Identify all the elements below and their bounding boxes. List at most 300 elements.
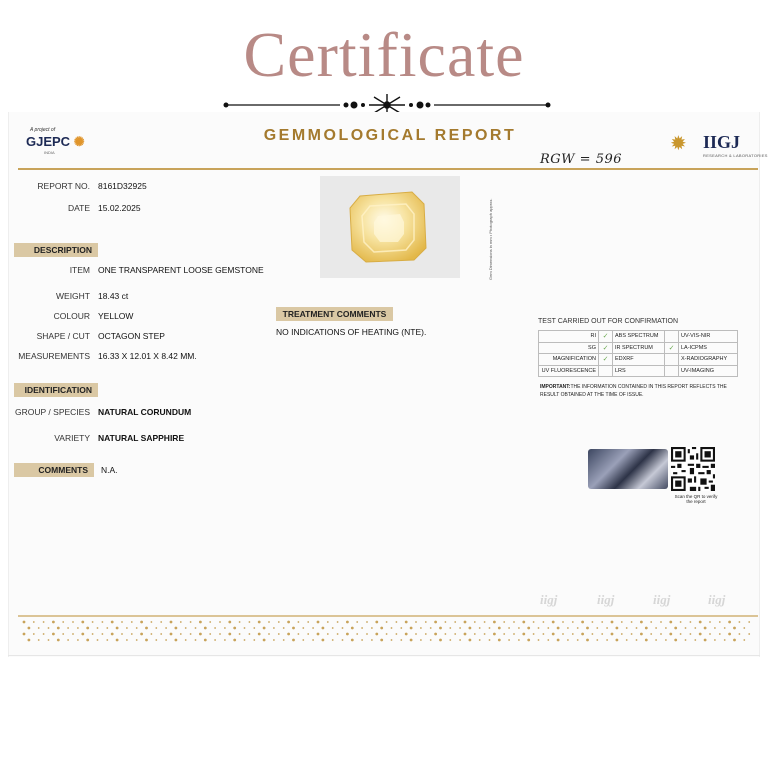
decor-dot [690, 633, 692, 635]
decor-dot [636, 627, 638, 629]
colour-label: COLOUR [53, 311, 90, 321]
decor-dot [33, 633, 35, 635]
test-cell: UV-IMAGING [679, 365, 738, 377]
decor-dot [498, 627, 501, 630]
decor-dot [704, 639, 707, 642]
decor-dot [669, 633, 672, 636]
decor-dot [660, 621, 662, 623]
species-value: NATURAL CORUNDUM [98, 407, 192, 417]
decor-dot [23, 633, 26, 636]
decor-dot [92, 621, 94, 623]
sunburst-icon: ✺ [73, 134, 85, 149]
decor-dot [459, 639, 461, 641]
decor-dot [342, 627, 344, 629]
decor-dot [567, 627, 569, 629]
decor-dot [405, 621, 408, 624]
iigj-sunburst-icon: ✹ [670, 133, 687, 155]
decor-dot [425, 621, 427, 623]
decor-dot [410, 639, 413, 642]
colour-value: YELLOW [98, 311, 134, 321]
decor-dot [405, 633, 408, 636]
decor-dot [547, 627, 549, 629]
decor-dot [489, 639, 491, 641]
decor-dot [72, 621, 74, 623]
table-row [539, 331, 738, 343]
decor-dot [204, 627, 207, 630]
decor-dot [479, 627, 481, 629]
decor-dot [77, 627, 79, 629]
comments-heading: COMMENTS [14, 463, 94, 477]
decor-dot [606, 639, 608, 641]
decor-dot [298, 621, 300, 623]
sheet-bottom-edge [8, 655, 760, 656]
decor-dot [366, 621, 368, 623]
decor-dot [204, 639, 207, 642]
decor-dot [606, 627, 608, 629]
test-cell: MAGNIFICATION [539, 354, 599, 366]
decor-dot [239, 621, 241, 623]
decor-dot [258, 621, 261, 624]
decor-dot [145, 627, 148, 630]
decor-dot [449, 639, 451, 641]
decor-dot [552, 621, 555, 624]
decor-dot [28, 639, 31, 642]
decor-dot [714, 627, 716, 629]
decor-dot [577, 627, 579, 629]
decor-dot [111, 621, 114, 624]
decor-dot [493, 633, 496, 636]
decor-dot [748, 633, 750, 635]
decor-dot [337, 633, 339, 635]
test-cell: IR SPECTRUM [613, 342, 665, 354]
decor-dot [140, 633, 143, 636]
decor-dot [126, 627, 128, 629]
decor-dot [425, 633, 427, 635]
decor-dot [140, 621, 143, 624]
decor-dot [538, 639, 540, 641]
decor-dot [38, 627, 40, 629]
decor-dot [23, 621, 26, 624]
decor-dot [52, 621, 55, 624]
decor-dot [567, 639, 569, 641]
decor-dot [518, 627, 520, 629]
decor-dot [185, 627, 187, 629]
decor-dot [102, 633, 104, 635]
date-value: 15.02.2025 [98, 203, 141, 213]
decor-dot [386, 633, 388, 635]
decor-dot [704, 627, 707, 630]
treatment-heading: TREATMENT COMMENTS [276, 307, 393, 321]
decor-dot [743, 627, 745, 629]
decor-dot [219, 621, 221, 623]
decor-dot [322, 627, 325, 630]
decor-dot [121, 621, 123, 623]
variety-label: VARIETY [54, 433, 90, 443]
decor-dot [714, 639, 716, 641]
decor-dot [572, 621, 574, 623]
decor-dot [292, 639, 295, 642]
decor-dot [43, 633, 45, 635]
decor-dot [474, 621, 476, 623]
decor-dot [361, 627, 363, 629]
decor-dot [724, 639, 726, 641]
decor-dot [67, 627, 69, 629]
decor-dot [106, 639, 108, 641]
decor-dot [420, 639, 422, 641]
decor-dot [709, 633, 711, 635]
treatment-value: NO INDICATIONS OF HEATING (NTE). [276, 327, 427, 337]
weight-label: WEIGHT [56, 291, 90, 301]
decor-dot [410, 627, 413, 630]
decor-dot [361, 639, 363, 641]
identification-heading: IDENTIFICATION [14, 383, 98, 397]
decor-dot [739, 633, 741, 635]
decor-dot [493, 621, 496, 624]
decor-dot [685, 639, 687, 641]
decor-dot [636, 639, 638, 641]
decor-dot [430, 627, 432, 629]
decor-dot [596, 627, 598, 629]
decor-dot [694, 639, 696, 641]
decor-dot [733, 639, 736, 642]
decor-dot [690, 621, 692, 623]
report-no-value: 8161D32925 [98, 181, 147, 191]
decor-dot [581, 621, 584, 624]
decor-dot [131, 621, 133, 623]
decor-dot [136, 627, 138, 629]
important-text: THE INFORMATION CONTAINED IN THIS REPORT REFLECTS THE RESULT OBTAINED AT THE TIME OF ISSUE. [540, 384, 727, 398]
decor-dot [498, 639, 501, 642]
decor-dot [503, 621, 505, 623]
decor-dot [596, 639, 598, 641]
decor-dot [92, 633, 94, 635]
decor-dot [616, 627, 619, 630]
decor-dot [28, 627, 31, 630]
decor-dot [543, 621, 545, 623]
decor-dot [400, 639, 402, 641]
decor-dot [371, 639, 373, 641]
decor-dot [292, 627, 295, 630]
date-label: DATE [67, 203, 90, 213]
decor-dot [199, 633, 202, 636]
decor-dot [513, 633, 515, 635]
decor-dot [621, 633, 623, 635]
decor-dot [400, 627, 402, 629]
decor-dot [366, 633, 368, 635]
decor-dot [479, 639, 481, 641]
decor-dot [160, 621, 162, 623]
decor-dot [287, 633, 290, 636]
decor-dot [543, 633, 545, 635]
decor-dot [312, 627, 314, 629]
decor-dot [253, 627, 255, 629]
decor-dot [586, 627, 589, 630]
tests-table [538, 330, 738, 377]
decor-dot [62, 621, 64, 623]
decor-dot [342, 639, 344, 641]
decor-dot [396, 621, 398, 623]
shape-value: OCTAGON STEP [98, 331, 165, 341]
decor-dot [572, 633, 574, 635]
item-label: ITEM [69, 265, 90, 275]
decor-dot [244, 639, 246, 641]
decor-dot [155, 639, 157, 641]
decor-dot [611, 633, 614, 636]
decor-dot [121, 633, 123, 635]
decor-dot [244, 627, 246, 629]
check-icon: ✓ [599, 354, 613, 366]
decor-dot [728, 621, 731, 624]
decor-dot [228, 621, 231, 624]
decor-dot [674, 627, 677, 630]
page-title: Certificate [243, 19, 525, 90]
decor-dot [699, 633, 702, 636]
decor-dot [709, 621, 711, 623]
decor-dot [33, 621, 35, 623]
decor-dot [77, 639, 79, 641]
decor-dot [454, 633, 456, 635]
decor-dot [522, 633, 525, 636]
decor-dot [665, 627, 667, 629]
decor-dot [302, 639, 304, 641]
decor-dot [48, 639, 50, 641]
check-icon: ✓ [665, 342, 679, 354]
decor-dot [699, 621, 702, 624]
decor-dot [268, 633, 270, 635]
gjepc-tagline: A project of [30, 127, 56, 133]
decor-dot [263, 627, 266, 630]
decor-dot [674, 639, 677, 642]
decor-dot [484, 633, 486, 635]
decor-dot [302, 627, 304, 629]
test-cell: UV FLUORESCENCE [539, 365, 599, 377]
decor-dot [396, 633, 398, 635]
check-icon [599, 365, 613, 377]
gjepc-logo-text: GJEPC [26, 134, 71, 149]
decor-dot [669, 621, 672, 624]
decor-dot [185, 639, 187, 641]
decor-dot [449, 627, 451, 629]
decor-dot [175, 639, 178, 642]
decor-dot [195, 639, 197, 641]
decor-dot [380, 639, 383, 642]
decor-dot [645, 627, 648, 630]
decor-dot [239, 633, 241, 635]
decor-dot [97, 627, 99, 629]
decor-dot [415, 621, 417, 623]
test-cell: LA-ICPMS [679, 342, 738, 354]
decor-dot [116, 627, 119, 630]
table-row [539, 342, 738, 354]
decor-dot [219, 633, 221, 635]
decor-dot [469, 639, 472, 642]
photo-caption: Gem Dimensions in mm • Photograph approx. [488, 198, 493, 280]
decor-dot [439, 639, 442, 642]
decor-dot [199, 621, 202, 624]
decor-dot [557, 639, 560, 642]
decor-dot [151, 633, 153, 635]
decor-dot [375, 633, 378, 636]
decor-dot [685, 627, 687, 629]
handwritten-note: RGW = 596 [540, 152, 623, 167]
decor-dot [81, 633, 84, 636]
decor-dot [733, 627, 736, 630]
table-row [539, 365, 738, 377]
decor-dot [214, 627, 216, 629]
decor-dot [503, 633, 505, 635]
decor-dot [645, 639, 648, 642]
decor-dot [464, 633, 467, 636]
decor-dot [415, 633, 417, 635]
decor-dot [337, 621, 339, 623]
iigj-watermark: iigj [653, 592, 671, 607]
decor-dot [739, 621, 741, 623]
decor-dot [489, 627, 491, 629]
report-title: GEMMOLOGICAL REPORT [263, 127, 517, 144]
report-no-label: REPORT NO. [37, 181, 90, 191]
decor-dot [116, 639, 119, 642]
decor-dot [445, 633, 447, 635]
decor-dot [518, 639, 520, 641]
iigj-watermark: iigj [708, 592, 726, 607]
decor-dot [126, 639, 128, 641]
decor-dot [151, 621, 153, 623]
decor-dot [190, 621, 192, 623]
decor-dot [62, 633, 64, 635]
iigj-watermark: iigj [597, 592, 615, 607]
decor-dot [52, 633, 55, 636]
decor-dot [533, 633, 535, 635]
decor-dot [190, 633, 192, 635]
decor-dot [655, 639, 657, 641]
decor-dot [728, 633, 731, 636]
decor-dot [484, 621, 486, 623]
decor-dot [631, 621, 633, 623]
decor-dot [332, 627, 334, 629]
decor-dot [136, 639, 138, 641]
decor-dot [694, 627, 696, 629]
decor-dot [160, 633, 162, 635]
decor-dot [581, 633, 584, 636]
decor-dot [592, 621, 594, 623]
decor-dot [317, 621, 320, 624]
decor-dot [258, 633, 261, 636]
shape-label: SHAPE / CUT [36, 331, 90, 341]
decor-dot [631, 633, 633, 635]
decor-dot [391, 639, 393, 641]
decor-dot [43, 621, 45, 623]
decor-dot [650, 621, 652, 623]
decor-dot [592, 633, 594, 635]
test-cell: ABS SPECTRUM [613, 331, 665, 343]
decor-dot [371, 627, 373, 629]
decor-dot [102, 621, 104, 623]
decor-dot [459, 627, 461, 629]
qr-code[interactable] [671, 447, 715, 491]
decor-dot [170, 633, 173, 636]
decor-dot [97, 639, 99, 641]
decor-dot [332, 639, 334, 641]
decor-dot [626, 627, 628, 629]
decor-dot [660, 633, 662, 635]
decor-dot [346, 621, 349, 624]
table-row [539, 354, 738, 366]
decor-dot [601, 621, 603, 623]
decor-dot [145, 639, 148, 642]
decor-dot [557, 627, 560, 630]
decor-dot [547, 639, 549, 641]
important-label: IMPORTANT: [540, 384, 571, 390]
decor-dot [228, 633, 231, 636]
decor-dot [356, 633, 358, 635]
header-divider [18, 168, 758, 170]
decor-dot [38, 639, 40, 641]
measurements-value: 16.33 X 12.01 X 8.42 MM. [98, 351, 197, 361]
tests-heading: TEST CARRIED OUT FOR CONFIRMATION [538, 318, 679, 325]
gemstone-photo [320, 176, 460, 278]
decor-dot [273, 639, 275, 641]
decor-dot [351, 627, 354, 630]
check-icon: ✓ [599, 331, 613, 343]
decor-dot [233, 627, 236, 630]
comments-value: N.A. [101, 465, 118, 475]
decor-dot [464, 621, 467, 624]
decor-dot [508, 627, 510, 629]
iigj-logo: IIGJ [703, 132, 741, 152]
decor-dot [680, 633, 682, 635]
decor-dot [665, 639, 667, 641]
decor-dot [621, 621, 623, 623]
decor-dot [434, 621, 437, 624]
decor-dot [312, 639, 314, 641]
decor-dot [322, 639, 325, 642]
decor-dot [317, 633, 320, 636]
decor-dot [180, 621, 182, 623]
decor-dot [445, 621, 447, 623]
weight-value: 18.43 ct [98, 291, 129, 301]
decor-dot [601, 633, 603, 635]
decor-dot [209, 621, 211, 623]
decor-dot [72, 633, 74, 635]
decor-dot [655, 627, 657, 629]
decor-dot [278, 633, 280, 635]
decor-dot [263, 639, 266, 642]
decor-dot [527, 627, 530, 630]
decor-dot [283, 627, 285, 629]
decor-dot [527, 639, 530, 642]
decor-dot [640, 633, 643, 636]
measurements-label: MEASUREMENTS [18, 351, 90, 361]
decor-dot [538, 627, 540, 629]
decor-dot [307, 633, 309, 635]
decor-dot [439, 627, 442, 630]
test-cell: UV-VIS-NIR [679, 331, 738, 343]
gjepc-sub: INDIA [44, 150, 55, 155]
decor-dot [474, 633, 476, 635]
decor-dot [616, 639, 619, 642]
hologram-seal [588, 449, 668, 489]
decor-dot [552, 633, 555, 636]
decor-dot [386, 621, 388, 623]
decor-dot [180, 633, 182, 635]
decor-dot [67, 639, 69, 641]
iigj-watermark: iigj [540, 592, 558, 607]
decor-dot [562, 621, 564, 623]
decor-dot [165, 639, 167, 641]
decor-dot [170, 621, 173, 624]
species-label: GROUP / SPECIES [15, 407, 90, 417]
check-icon [665, 331, 679, 343]
